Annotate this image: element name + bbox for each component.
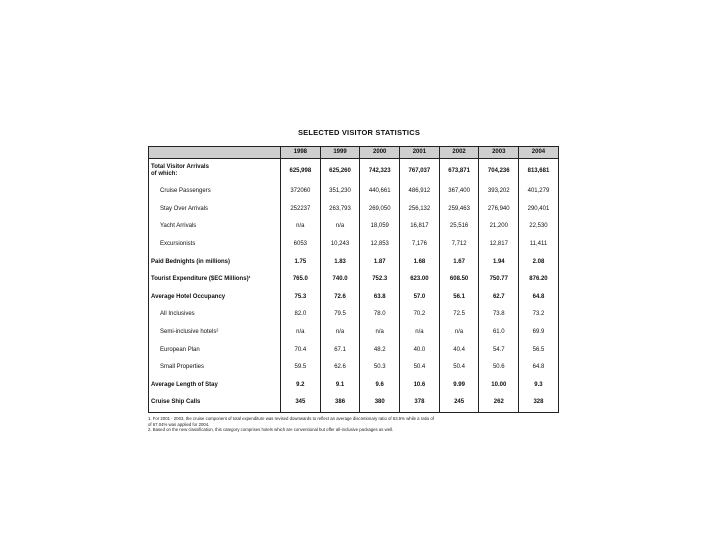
row-label-text: Excursionists [160,241,196,248]
table-row [149,324,559,342]
value-cell: 56.1 [439,289,479,307]
value-cell: 50.6 [479,359,519,377]
row-label [149,341,281,359]
year-header: 1998 [281,147,321,159]
value-cell: 9.3 [519,377,559,395]
year-header: 2004 [519,147,559,159]
value-cell: 245 [439,394,479,412]
value-cell: 64.8 [519,359,559,377]
value-cell: 767,037 [400,159,440,184]
value-cell: n/a [439,324,479,342]
row-label-text: Small Properties [160,364,205,371]
value-cell: n/a [320,218,360,236]
value-cell: 752.3 [360,271,400,289]
value-cell: 40.4 [439,341,479,359]
value-cell: 401,279 [519,183,559,201]
value-cell: 1.87 [360,253,400,271]
value-cell: 328 [519,394,559,412]
value-cell: 40.0 [400,341,440,359]
value-cell: n/a [400,324,440,342]
value-cell: 73.2 [519,306,559,324]
value-cell: 625,998 [281,159,321,184]
value-cell: 10,243 [320,236,360,254]
value-cell: 1.94 [479,253,519,271]
value-cell: 345 [281,394,321,412]
value-cell: 70.2 [400,306,440,324]
row-label [149,359,281,377]
row-label [149,306,281,324]
value-cell: 59.5 [281,359,321,377]
header-row [149,147,559,159]
table-row [149,377,559,395]
footnotes [148,416,558,433]
table-row [149,306,559,324]
value-cell: 48.2 [360,341,400,359]
row-label-text: Average Length of Stay [151,381,218,388]
row-label [149,394,281,412]
value-cell: 21,200 [479,218,519,236]
value-cell: 22,530 [519,218,559,236]
value-cell: 393,202 [479,183,519,201]
value-cell: 623.00 [400,271,440,289]
table-row [149,236,559,254]
value-cell: 740.0 [320,271,360,289]
value-cell: 673,871 [439,159,479,184]
table-row [149,201,559,219]
value-cell: 16,817 [400,218,440,236]
row-label-text: Cruise Passengers [160,188,211,195]
value-cell: 12,817 [479,236,519,254]
value-cell: 9.6 [360,377,400,395]
value-cell: 10.6 [400,377,440,395]
row-label [149,377,281,395]
value-cell: 2.08 [519,253,559,271]
value-cell: 386 [320,394,360,412]
value-cell: 10.00 [479,377,519,395]
table-row [149,253,559,271]
row-label [149,183,281,201]
value-cell: 72.5 [439,306,479,324]
value-cell: 290,401 [519,201,559,219]
row-label-text: All Inclusives [160,311,195,318]
year-header: 2000 [360,147,400,159]
value-cell: 54.7 [479,341,519,359]
value-cell: 876.20 [519,271,559,289]
table-row [149,289,559,307]
value-cell: 750.77 [479,271,519,289]
value-cell: 372060 [281,183,321,201]
row-label [149,271,281,289]
value-cell: 1.83 [320,253,360,271]
table-row [149,359,559,377]
value-cell: 18,059 [360,218,400,236]
value-cell: 7,712 [439,236,479,254]
value-cell: 608.50 [439,271,479,289]
value-cell: 1.67 [439,253,479,271]
value-cell: 11,411 [519,236,559,254]
value-cell: 351,230 [320,183,360,201]
value-cell: 64.8 [519,289,559,307]
table-title: SELECTED VISITOR STATISTICS [297,128,421,137]
row-label [149,159,281,184]
value-cell: 79.5 [320,306,360,324]
value-cell: 252237 [281,201,321,219]
value-cell: 62.6 [320,359,360,377]
value-cell: 262 [479,394,519,412]
value-cell: 742,323 [360,159,400,184]
row-label-text: Cruise Ship Calls [151,399,201,406]
value-cell: 56.5 [519,341,559,359]
row-label [149,218,281,236]
value-cell: 7,176 [400,236,440,254]
value-cell: n/a [281,324,321,342]
table-row [149,271,559,289]
value-cell: 78.0 [360,306,400,324]
row-label-text: European Plan [160,346,200,353]
value-cell: 263,793 [320,201,360,219]
value-cell: 765.0 [281,271,321,289]
row-label-text: Yacht Arrivals [160,223,197,230]
value-cell: 69.9 [519,324,559,342]
table-row [149,159,559,184]
row-label-text: Total Visitor Arrivals [151,164,209,170]
row-label [149,253,281,271]
value-cell: 9.1 [320,377,360,395]
row-label-text: Stay Over Arrivals [160,205,209,212]
value-cell: 25,516 [439,218,479,236]
value-cell: 61.0 [479,324,519,342]
row-label-text: Tourist Expenditure ($EC Millions)¹ [151,276,251,283]
value-cell: n/a [320,324,360,342]
value-cell: 704,236 [479,159,519,184]
value-cell: 6053 [281,236,321,254]
value-cell: 259,463 [439,201,479,219]
value-cell: 57.0 [400,289,440,307]
value-cell: 50.4 [439,359,479,377]
row-label [149,289,281,307]
value-cell: 269,050 [360,201,400,219]
value-cell: 276,940 [479,201,519,219]
value-cell: 72.6 [320,289,360,307]
year-header: 2002 [439,147,479,159]
footnote: 1. For 2001 - 2003, the cruise component of total expenditure was revised downwards to reflect an average discretionary ratio of 53.5% while a ratio of [148,415,434,421]
header-corner [149,147,281,159]
value-cell: 625,260 [320,159,360,184]
row-label-text: Paid Bednights (in millions) [151,258,231,265]
value-cell: 378 [400,394,440,412]
value-cell: n/a [360,324,400,342]
value-cell: 367,400 [439,183,479,201]
statistics-document [148,128,558,433]
table-row [149,341,559,359]
table-row [149,394,559,412]
row-label [149,236,281,254]
value-cell: 75.3 [281,289,321,307]
value-cell: 50.4 [400,359,440,377]
year-header: 1999 [320,147,360,159]
value-cell: 9.2 [281,377,321,395]
value-cell: 9.99 [439,377,479,395]
footnote: 2. Based on the new classification, this category comprises hotels which are conventional but offer all-inclusive packages as well. [148,427,394,433]
year-header: 2003 [479,147,519,159]
year-header: 2001 [400,147,440,159]
value-cell: 380 [360,394,400,412]
value-cell: 70.4 [281,341,321,359]
value-cell: n/a [281,218,321,236]
row-label-subtext: of which: [151,171,178,177]
row-label [149,201,281,219]
value-cell: 486,912 [400,183,440,201]
value-cell: 1.68 [400,253,440,271]
value-cell: 813,681 [519,159,559,184]
value-cell: 256,132 [400,201,440,219]
value-cell: 82.0 [281,306,321,324]
value-cell: 62.7 [479,289,519,307]
value-cell: 63.8 [360,289,400,307]
value-cell: 73.8 [479,306,519,324]
value-cell: 67.1 [320,341,360,359]
row-label-text: Average Hotel Occupancy [151,293,226,300]
footnote: of 67.04% was applied for 2004. [148,421,210,427]
row-label-text: Semi-inclusive hotels² [160,329,219,336]
table-row [149,218,559,236]
visitor-statistics-table [148,146,559,413]
table-row [149,183,559,201]
value-cell: 440,661 [360,183,400,201]
value-cell: 1.75 [281,253,321,271]
value-cell: 50.3 [360,359,400,377]
value-cell: 12,853 [360,236,400,254]
row-label [149,324,281,342]
